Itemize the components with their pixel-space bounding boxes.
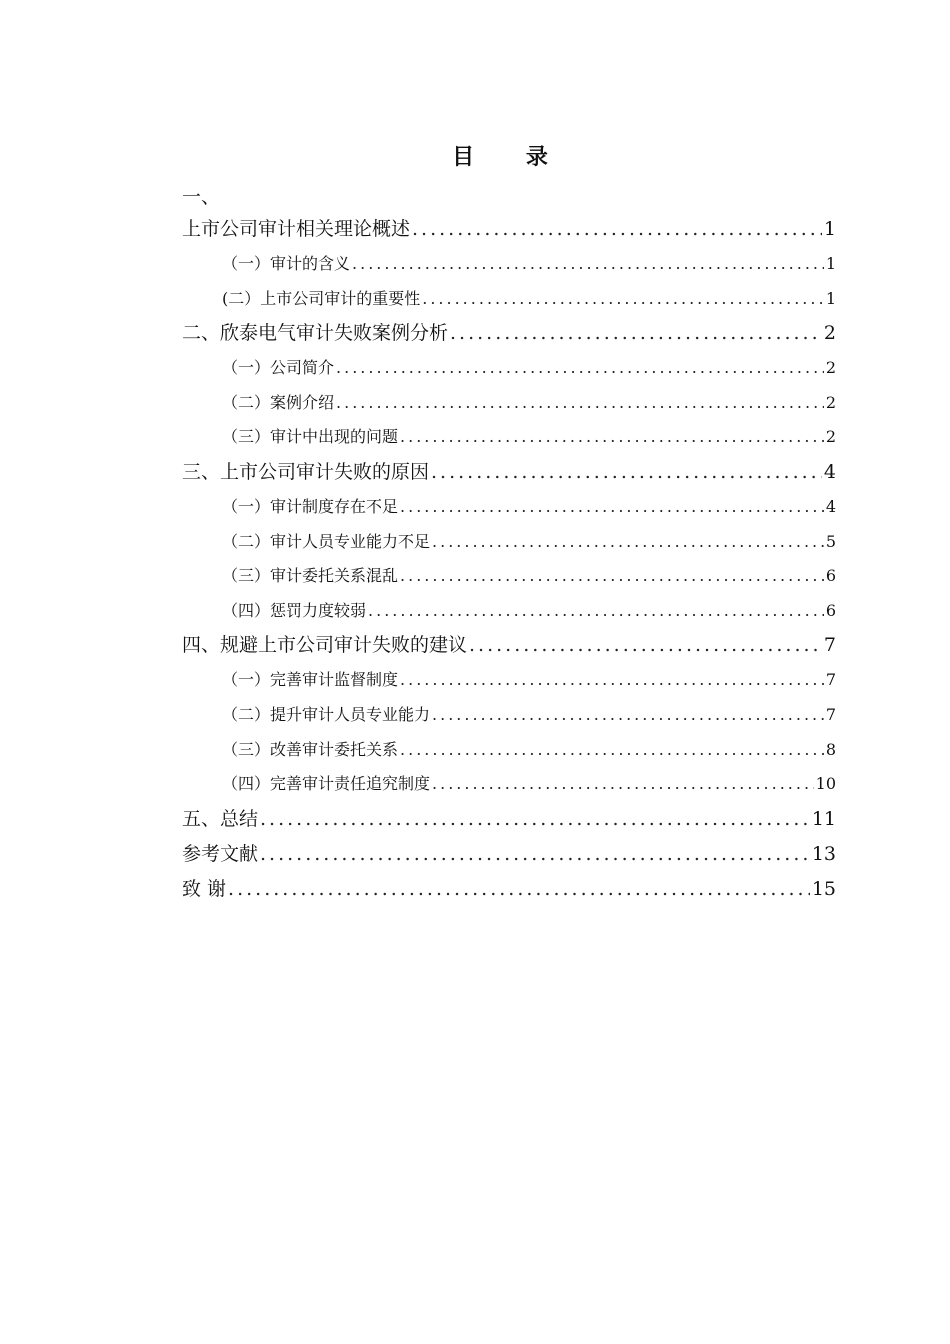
- toc-entry-page-number: 7: [825, 704, 836, 724]
- toc-entry[interactable]: [182, 282, 836, 317]
- toc-entry-page-number: 2: [823, 322, 836, 345]
- toc-entry-page-number: 4: [823, 460, 836, 483]
- toc-entry-page-number: 11: [811, 807, 836, 830]
- toc-entry[interactable]: [182, 316, 836, 351]
- dot-leader: [469, 628, 822, 663]
- toc-entry-page-number: 15: [811, 877, 836, 900]
- toc-entry-label: （三）审计委托关系混乱: [222, 566, 399, 586]
- toc-entry[interactable]: [182, 872, 836, 907]
- toc-entry-label: （四）惩罚力度较弱: [222, 600, 367, 620]
- dot-leader: [260, 802, 810, 837]
- dot-leader: [400, 420, 824, 455]
- toc-entry-label: （一）审计的含义: [222, 254, 351, 273]
- toc-entry[interactable]: [182, 802, 836, 837]
- toc-entry[interactable]: [182, 212, 836, 247]
- toc-entry[interactable]: [182, 767, 836, 802]
- toc-entry[interactable]: [182, 594, 836, 629]
- toc-entry-page-number: 10: [815, 774, 836, 794]
- toc-entry[interactable]: [182, 628, 836, 663]
- toc-entry-label: （二）案例介绍: [222, 392, 335, 412]
- toc-entry[interactable]: [182, 698, 836, 733]
- toc-entry-page-number: 2: [825, 427, 836, 447]
- toc-entry-page-number: 1: [825, 288, 836, 308]
- toc-entry-label: （二）审计人员专业能力不足: [222, 531, 431, 551]
- toc-entry[interactable]: [182, 420, 836, 455]
- toc-entry-label: 四、规避上市公司审计失败的建议: [182, 634, 468, 657]
- toc-entry[interactable]: [182, 386, 836, 421]
- dot-leader: [431, 455, 822, 490]
- toc-title: 目 录: [452, 145, 570, 170]
- toc-entry[interactable]: [182, 490, 836, 525]
- dot-leader: [422, 282, 824, 317]
- toc-entry-label: （四）完善审计责任追究制度: [222, 774, 431, 794]
- toc-entry-label: 三、上市公司审计失败的原因: [182, 460, 430, 483]
- toc-entry-page-number: 8: [825, 739, 836, 759]
- toc-entry-page-number: 7: [825, 670, 836, 690]
- dot-leader: [260, 837, 810, 872]
- dot-leader: [352, 247, 824, 282]
- dot-leader: [432, 767, 814, 802]
- toc-entry-page-number: 13: [811, 842, 836, 865]
- toc-entry-label: （一）完善审计监督制度: [222, 670, 399, 690]
- toc-entry-label: (二）上市公司审计的重要性: [222, 288, 421, 308]
- toc-entries: [182, 212, 836, 907]
- dot-leader: [432, 525, 824, 560]
- toc-entry-label: 上市公司审计相关理论概述: [182, 218, 411, 240]
- toc-entry-page-number: 5: [825, 531, 836, 551]
- toc-entry-label: （二）提升审计人员专业能力: [222, 704, 431, 724]
- dot-leader: [400, 733, 824, 768]
- toc-entry-label: 二、欣泰电气审计失败案例分析: [182, 322, 449, 345]
- toc-entry[interactable]: [182, 455, 836, 490]
- dot-leader: [400, 490, 824, 525]
- toc-entry[interactable]: [182, 663, 836, 698]
- dot-leader: [336, 386, 824, 421]
- toc-entry[interactable]: [182, 559, 836, 594]
- dot-leader: [336, 351, 824, 386]
- toc-entry-page-number: 1: [825, 254, 836, 273]
- dot-leader: [412, 212, 822, 247]
- dot-leader: [400, 559, 824, 594]
- toc-section-prefix: 一、: [182, 186, 221, 208]
- dot-leader: [432, 698, 824, 733]
- toc-entry-label: （三）改善审计委托关系: [222, 739, 399, 759]
- toc-entry-label: （三）审计中出现的问题: [222, 427, 399, 447]
- dot-leader: [400, 663, 824, 698]
- toc-entry[interactable]: [182, 525, 836, 560]
- toc-entry-page-number: 6: [825, 566, 836, 586]
- dot-leader: [368, 594, 824, 629]
- dot-leader: [450, 316, 822, 351]
- toc-entry-label: 致 谢: [182, 877, 227, 900]
- toc-entry-page-number: 4: [825, 496, 836, 516]
- toc-entry-label: 参考文献: [182, 842, 259, 865]
- dot-leader: [228, 872, 810, 907]
- toc-entry[interactable]: [182, 733, 836, 768]
- toc-entry-label: （一）公司简介: [222, 358, 335, 378]
- toc-entry-label: （一）审计制度存在不足: [222, 496, 399, 516]
- toc-entry-page-number: 1: [823, 218, 836, 240]
- toc-entry[interactable]: [182, 247, 836, 282]
- toc-entry-page-number: 6: [825, 600, 836, 620]
- toc-entry[interactable]: [182, 837, 836, 872]
- toc-entry-page-number: 2: [825, 392, 836, 412]
- toc-entry-label: 五、总结: [182, 807, 259, 830]
- table-of-contents: [182, 182, 836, 907]
- toc-entry[interactable]: [182, 351, 836, 386]
- toc-entry-page-number: 7: [823, 634, 836, 657]
- toc-entry-page-number: 2: [825, 358, 836, 378]
